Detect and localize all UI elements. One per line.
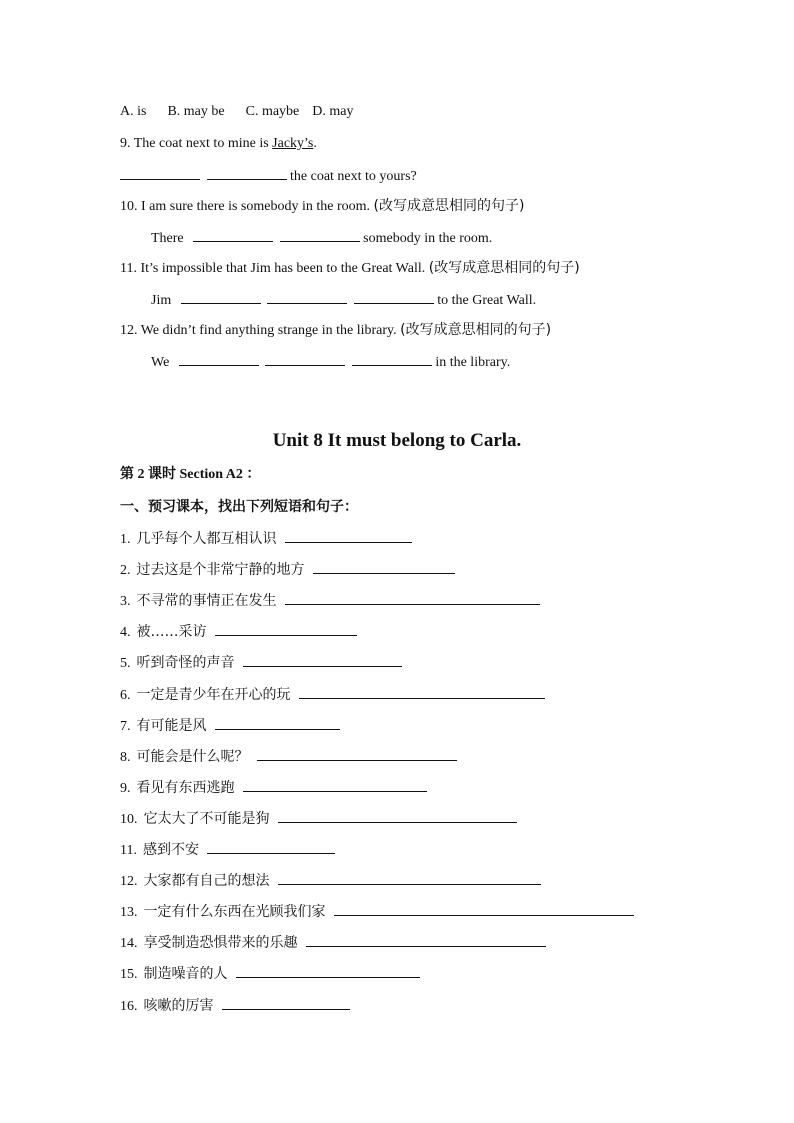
q9-answer-line: [120, 166, 417, 186]
answer-blank[interactable]: [352, 352, 432, 366]
q12-answer-line: [151, 352, 510, 372]
q9-prompt-period: .: [313, 136, 317, 151]
phrase-number: 2.: [120, 563, 131, 579]
phrase-text: 被……采访: [136, 624, 207, 641]
phrase-number: 16.: [120, 998, 138, 1014]
phrase-text: 一定有什么东西在光顾我们家: [143, 904, 326, 921]
phrase-number: 12.: [120, 874, 138, 890]
phrase-item: [120, 902, 634, 922]
answer-blank[interactable]: [179, 352, 259, 366]
q9-underlined-word: Jacky’s: [272, 136, 314, 151]
lesson-label: 第 2 课时 Section A2 ：: [120, 467, 261, 482]
answer-blank[interactable]: [222, 996, 350, 1010]
answer-blank[interactable]: [306, 933, 546, 947]
q9-prompt-text: 9. The coat next to mine is: [120, 136, 273, 151]
phrase-number: 11.: [120, 843, 137, 858]
q10-answer-head: There: [151, 231, 184, 246]
phrase-item: [120, 996, 350, 1016]
phrase-item: [120, 778, 427, 798]
answer-blank[interactable]: [265, 352, 345, 366]
answer-blank[interactable]: [285, 591, 540, 605]
answer-blank[interactable]: [313, 560, 455, 574]
q11-answer-head: Jim: [151, 293, 172, 308]
phrase-number: 8.: [120, 749, 131, 765]
q12-prompt: [120, 321, 551, 340]
q11-answer-line: [151, 290, 536, 310]
phrase-item: [120, 716, 340, 736]
phrase-number: 1.: [120, 532, 131, 547]
q12-instruction: (改写成意思相同的句子): [400, 322, 552, 338]
section-heading-text: 一、预习课本，找出下列短语和句子：: [120, 499, 358, 515]
phrase-number: 15.: [120, 967, 138, 983]
phrase-item: [120, 809, 517, 829]
phrase-number: 6.: [120, 687, 131, 703]
q11-prompt: [120, 259, 580, 278]
phrase-number: 9.: [120, 780, 131, 796]
phrase-item: [120, 591, 540, 611]
phrase-text: 有可能是风: [136, 717, 207, 734]
q10-answer-tail: somebody in the room.: [363, 231, 493, 246]
phrase-item: [120, 747, 457, 767]
q12-answer-head: We: [151, 355, 170, 370]
answer-blank[interactable]: [280, 228, 360, 242]
section-heading: [120, 498, 358, 517]
answer-blank[interactable]: [243, 778, 427, 792]
phrase-item: [120, 529, 412, 549]
q10-prompt: [120, 197, 524, 216]
answer-blank[interactable]: [334, 902, 634, 916]
q9-answer-tail: the coat next to yours?: [290, 169, 417, 184]
q10-instruction: (改写成意思相同的句子): [373, 198, 525, 214]
phrase-text: 可能会是什么呢？: [136, 748, 249, 765]
phrase-number: 4.: [120, 625, 131, 641]
answer-blank[interactable]: [285, 529, 412, 543]
q11-answer-tail: to the Great Wall.: [437, 293, 537, 308]
answer-blank[interactable]: [257, 747, 457, 761]
q8-options: [120, 103, 353, 121]
phrase-number: 10.: [120, 811, 138, 827]
phrase-text: 感到不安: [142, 842, 199, 858]
q11-instruction: (改写成意思相同的句子): [428, 260, 580, 276]
q8-option-b: B. may be: [167, 104, 225, 119]
phrase-item: [120, 622, 357, 642]
q10-prompt-text: 10. I am sure there is somebody in the room.: [120, 199, 374, 214]
answer-blank[interactable]: [193, 228, 273, 242]
phrase-text: 它太大了不可能是狗: [143, 810, 270, 827]
phrase-item: [120, 685, 545, 705]
phrase-number: 7.: [120, 718, 131, 734]
q12-prompt-text: 12. We didn’t find anything strange in the library.: [120, 323, 401, 338]
answer-blank[interactable]: [299, 685, 545, 699]
phrase-text: 一定是青少年在开心的玩: [136, 686, 291, 703]
answer-blank[interactable]: [215, 716, 340, 730]
phrase-text: 不寻常的事情正在发生: [136, 593, 277, 610]
q12-answer-tail: in the library.: [435, 355, 511, 370]
answer-blank[interactable]: [243, 653, 402, 667]
answer-blank[interactable]: [120, 166, 200, 180]
phrase-text: 听到奇怪的声音: [136, 655, 235, 672]
answer-blank[interactable]: [215, 622, 357, 636]
answer-blank[interactable]: [207, 166, 287, 180]
q8-option-d: D. may: [312, 104, 354, 119]
phrase-item: [120, 840, 335, 860]
phrase-text: 咳嗽的厉害: [143, 997, 214, 1014]
q8-option-c: C. maybe: [245, 104, 300, 119]
phrase-item: [120, 653, 402, 673]
phrase-item: [120, 560, 455, 580]
q8-option-a: A. is: [120, 104, 147, 119]
phrase-number: 13.: [120, 905, 138, 921]
phrase-text: 享受制造恐惧带来的乐趣: [143, 935, 298, 952]
answer-blank[interactable]: [181, 290, 261, 304]
q11-prompt-text: 11. It’s impossible that Jim has been to the Great Wall.: [120, 261, 429, 276]
q9-prompt: [120, 135, 317, 153]
answer-blank[interactable]: [278, 871, 541, 885]
q10-answer-line: [151, 228, 492, 248]
phrase-text: 看见有东西逃跑: [136, 779, 235, 796]
answer-blank[interactable]: [236, 964, 420, 978]
phrase-number: 14.: [120, 936, 138, 952]
answer-blank[interactable]: [354, 290, 434, 304]
answer-blank[interactable]: [267, 290, 347, 304]
phrase-text: 过去这是个非常宁静的地方: [136, 562, 305, 579]
answer-blank[interactable]: [207, 840, 335, 854]
unit-title: Unit 8 It must belong to Carla.: [272, 430, 522, 451]
phrase-text: 制造噪音的人: [143, 966, 228, 983]
phrase-number: 5.: [120, 656, 131, 672]
answer-blank[interactable]: [278, 809, 517, 823]
phrase-item: [120, 933, 546, 953]
phrase-item: [120, 871, 541, 891]
phrase-item: [120, 964, 420, 984]
phrase-text: 几乎每个人都互相认识: [136, 531, 277, 547]
phrase-text: 大家都有自己的想法: [143, 873, 270, 890]
phrase-number: 3.: [120, 594, 131, 610]
